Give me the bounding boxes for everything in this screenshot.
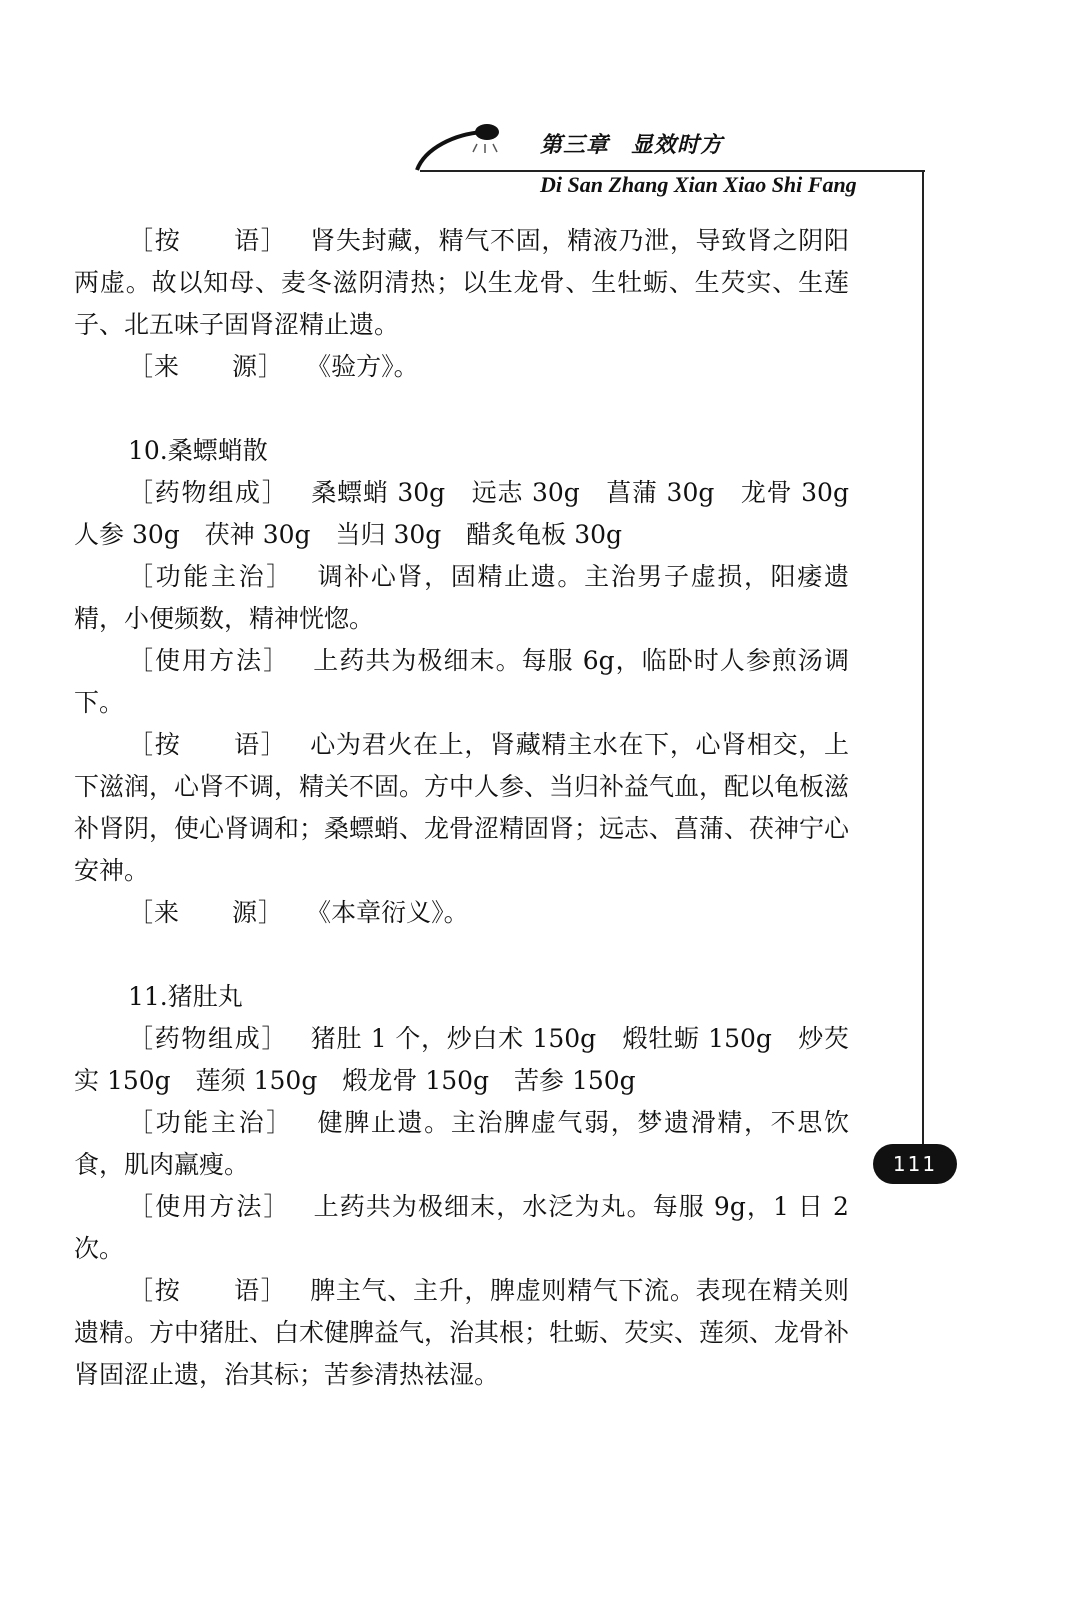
section-tag: ［功能主治］ — [128, 1108, 294, 1137]
source-paragraph: ［来 源］ 《本章衍义》。 — [128, 898, 469, 927]
section-tag: ［按 语］ — [128, 226, 288, 255]
note-paragraph: ［按 语］ 脾主气、主升，脾虚则精气下流。表现在精关则遗精。方中猪肚、白术健脾益气，治其根；牡蛎、芡实、莲须、龙骨补肾固涩止遗，治其标；苦参清热祛湿。 — [74, 1276, 850, 1389]
section-tag: ［按 语］ — [128, 730, 288, 759]
indications-paragraph: ［功能主治］ 调补心肾，固精止遗。主治男子虚损，阳痿遗精，小便频数，精神恍惚。 — [74, 562, 849, 633]
formula-title: 11.猪肚丸 — [128, 982, 243, 1011]
chapter-heading — [540, 128, 723, 159]
chapter-title: 显效时方 — [631, 133, 724, 158]
page-number-tab: 111 — [873, 1144, 957, 1184]
side-rule — [922, 170, 924, 1160]
usage-paragraph: ［使用方法］ 上药共为极细末，水泛为丸。每服 9g，1 日 2 次。 — [74, 1192, 849, 1263]
chapter-number: 第三章 — [540, 133, 610, 158]
note-paragraph: ［按 语］ 肾失封藏，精气不固，精液乃泄，导致肾之阴阳两虚。故以知母、麦冬滋阴清热；以生龙骨、生牡蛎、生芡实、生莲子、北五味子固肾涩精止遗。 — [74, 226, 849, 339]
section-tag: ［使用方法］ — [128, 1192, 291, 1221]
usage-paragraph: ［使用方法］ 上药共为极细末。每服 6g，临卧时人参煎汤调下。 — [74, 646, 849, 717]
source-paragraph: ［来 源］ 《验方》。 — [128, 352, 419, 381]
section-tag: ［来 源］ — [128, 898, 285, 927]
page-body — [74, 220, 874, 1396]
ingredients-paragraph: ［药物组成］ 猪肚 1 个，炒白术 150g 煅牡蛎 150g 炒芡实 150g 莲须 150g 煅龙骨 150g 苦参 150g — [74, 1024, 849, 1095]
formula-title: 10.桑螵蛸散 — [128, 436, 268, 465]
note-paragraph: ［按 语］ 心为君火在上，肾藏精主水在下，心肾相交，上下滋润，心肾不调，精关不固。方中人参、当归补益气血，配以龟板滋补肾阴，使心肾调和；桑螵蛸、龙骨涩精固肾；远志、菖蒲、茯神宁心安神。 — [74, 730, 850, 885]
ingredients-paragraph: ［药物组成］ 桑螵蛸 30g 远志 30g 菖蒲 30g 龙骨 30g 人参 30g 茯神 30g 当归 30g 醋炙龟板 30g — [74, 478, 874, 549]
section-tag: ［来 源］ — [128, 352, 285, 381]
indications-paragraph: ［功能主治］ 健脾止遗。主治脾虚气弱，梦遗滑精，不思饮食，肌肉羸瘦。 — [74, 1108, 849, 1179]
section-tag: ［药物组成］ — [128, 1024, 289, 1053]
lamp-icon — [415, 118, 535, 178]
chapter-pinyin: Di San Zhang Xian Xiao Shi Fang — [540, 172, 857, 197]
section-tag: ［按 语］ — [128, 1276, 288, 1305]
section-tag: ［功能主治］ — [128, 562, 294, 591]
section-tag: ［使用方法］ — [128, 646, 291, 675]
section-tag: ［药物组成］ — [128, 478, 289, 507]
